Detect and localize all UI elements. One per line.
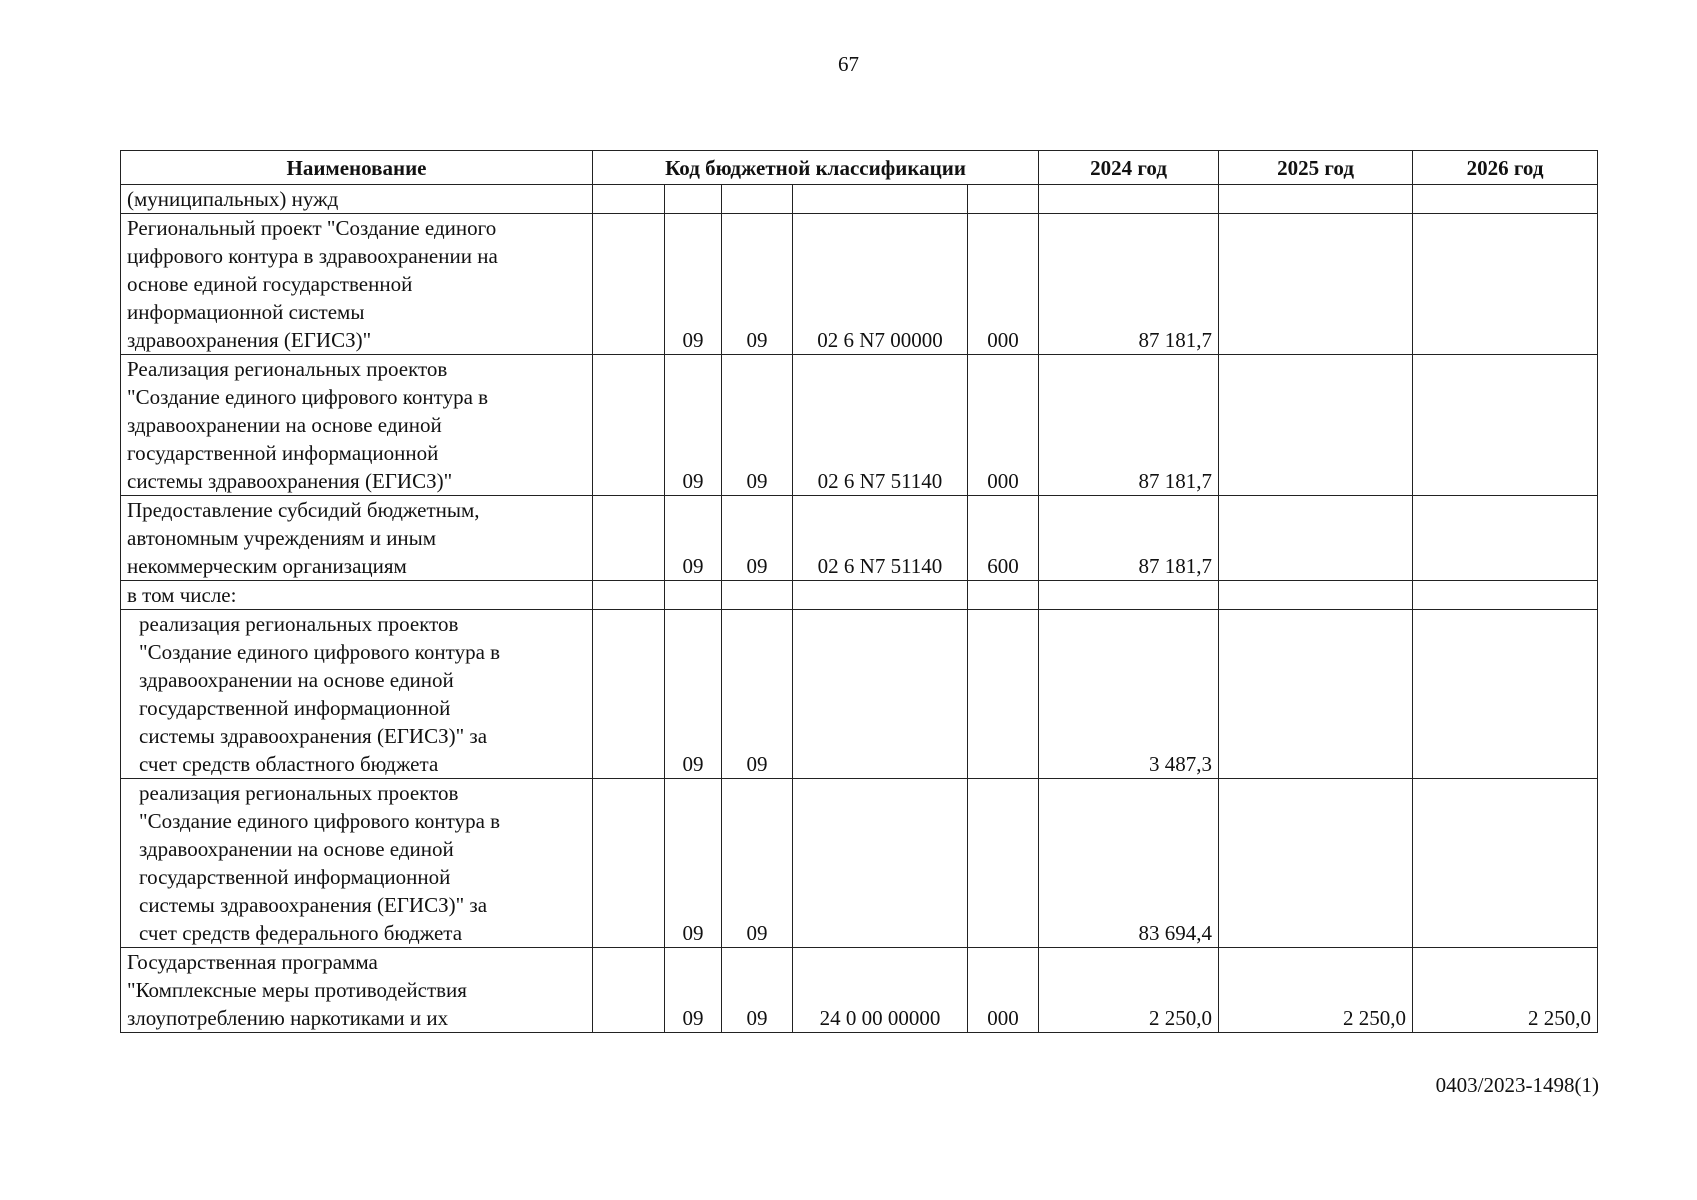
code-expense-type: 000 [968,948,1039,1033]
table-row [121,779,1598,948]
row-name: Реализация региональных проектов "Создание единого цифрового контура в здравоохранении на основе единой государственной информационной системы здравоохранения (ЕГИСЗ)" [121,355,593,496]
code-expense-type: 600 [968,496,1039,581]
code-section: 09 [665,948,722,1033]
row-name: в том числе: [121,581,593,610]
amount-2026 [1413,610,1598,779]
amount-2024 [1039,185,1219,214]
code-subsection [722,581,793,610]
row-name: Государственная программа "Комплексные меры противодействия злоупотреблению наркотиками и их [121,948,593,1033]
code-section: 09 [665,496,722,581]
code-target-article [793,779,968,948]
amount-2024: 87 181,7 [1039,496,1219,581]
header-budget-code: Код бюджетной классификации [593,151,1039,185]
code-subsection: 09 [722,496,793,581]
amount-2026 [1413,581,1598,610]
header-2026: 2026 год [1413,151,1598,185]
amount-2024: 87 181,7 [1039,214,1219,355]
amount-2025 [1219,355,1413,496]
table-row [121,355,1598,496]
amount-2025 [1219,610,1413,779]
amount-2026 [1413,496,1598,581]
amount-2026 [1413,355,1598,496]
amount-2024: 3 487,3 [1039,610,1219,779]
code-target-article [793,610,968,779]
code-cell [593,185,665,214]
code-expense-type [968,581,1039,610]
code-subsection [722,185,793,214]
amount-2024: 87 181,7 [1039,355,1219,496]
code-target-article [793,581,968,610]
amount-2025 [1219,581,1413,610]
code-subsection: 09 [722,779,793,948]
code-subsection: 09 [722,948,793,1033]
code-cell [593,214,665,355]
header-name: Наименование [121,151,593,185]
code-subsection: 09 [722,355,793,496]
code-cell [593,610,665,779]
code-target-article: 02 6 N7 00000 [793,214,968,355]
code-expense-type [968,185,1039,214]
amount-2024: 83 694,4 [1039,779,1219,948]
row-name: реализация региональных проектов "Создание единого цифрового контура в здравоохранении на основе единой государственной информационной системы здравоохранения (ЕГИСЗ)" за счет средств федерального бюджета [121,779,593,948]
table-row [121,185,1598,214]
code-expense-type [968,779,1039,948]
amount-2026: 2 250,0 [1413,948,1598,1033]
code-target-article: 02 6 N7 51140 [793,496,968,581]
amount-2026 [1413,779,1598,948]
code-subsection: 09 [722,610,793,779]
code-cell [593,948,665,1033]
header-2024: 2024 год [1039,151,1219,185]
row-name: Предоставление субсидий бюджетным, автономным учреждениям и иным некоммерческим организациям [121,496,593,581]
code-target-article: 24 0 00 00000 [793,948,968,1033]
code-section: 09 [665,779,722,948]
code-section: 09 [665,355,722,496]
row-name: Региональный проект "Создание единого цифрового контура в здравоохранении на основе единой государственной информационной системы здравоохранения (ЕГИСЗ)" [121,214,593,355]
budget-table [120,150,1598,1033]
code-subsection: 09 [722,214,793,355]
code-target-article: 02 6 N7 51140 [793,355,968,496]
code-cell [593,355,665,496]
code-expense-type [968,610,1039,779]
amount-2024: 2 250,0 [1039,948,1219,1033]
table-row [121,496,1598,581]
amount-2024 [1039,581,1219,610]
code-expense-type: 000 [968,214,1039,355]
code-cell [593,581,665,610]
amount-2025 [1219,214,1413,355]
code-section [665,185,722,214]
table-row [121,610,1598,779]
header-2025: 2025 год [1219,151,1413,185]
page-number: 67 [838,52,859,76]
row-name: (муниципальных) нужд [121,185,593,214]
code-expense-type: 000 [968,355,1039,496]
code-section: 09 [665,610,722,779]
table-row [121,948,1598,1033]
amount-2025 [1219,779,1413,948]
code-cell [593,779,665,948]
amount-2025: 2 250,0 [1219,948,1413,1033]
row-name: реализация региональных проектов "Создание единого цифрового контура в здравоохранении на основе единой государственной информационной системы здравоохранения (ЕГИСЗ)" за счет средств областного бюджета [121,610,593,779]
amount-2025 [1219,185,1413,214]
header-row [121,151,1598,185]
document-code: 0403/2023-1498(1) [1435,1073,1599,1097]
amount-2026 [1413,185,1598,214]
code-cell [593,496,665,581]
code-section: 09 [665,214,722,355]
table-row [121,214,1598,355]
code-target-article [793,185,968,214]
table-row [121,581,1598,610]
amount-2025 [1219,496,1413,581]
amount-2026 [1413,214,1598,355]
code-section [665,581,722,610]
